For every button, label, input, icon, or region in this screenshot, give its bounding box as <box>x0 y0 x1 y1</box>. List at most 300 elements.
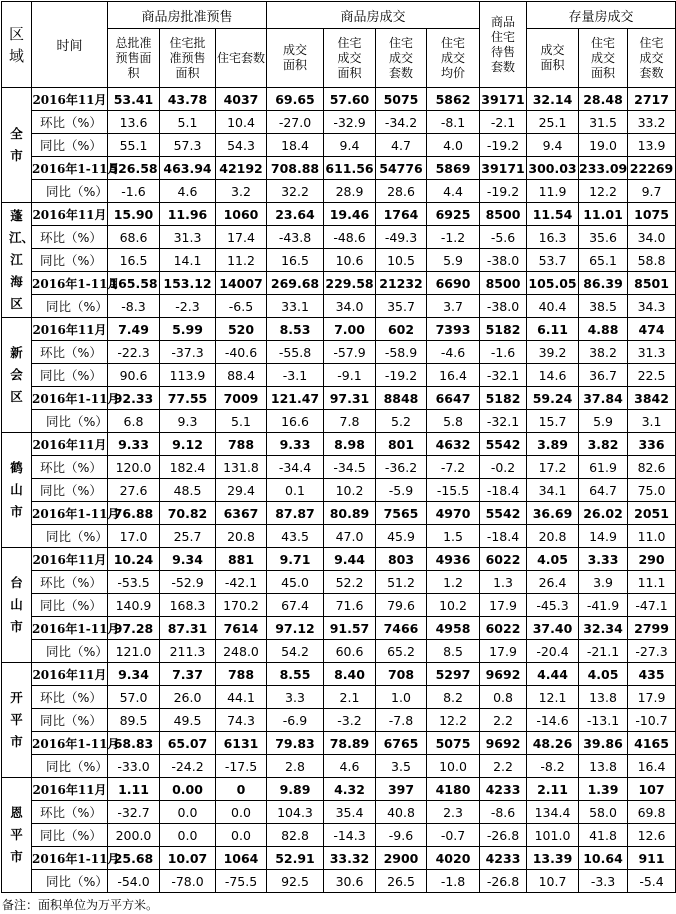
cell-value: 5182 <box>480 387 527 410</box>
cell-value: 14007 <box>216 272 267 295</box>
row-label: 环比（%） <box>32 226 108 249</box>
cell-value: 2799 <box>628 617 676 640</box>
cell-value: -21.1 <box>579 640 628 663</box>
cell-value: 26.0 <box>160 686 216 709</box>
cell-value: 8.2 <box>427 686 480 709</box>
cell-value: 49.5 <box>160 709 216 732</box>
cell-value: 5182 <box>480 318 527 341</box>
cell-value: 39.86 <box>579 732 628 755</box>
cell-value: 2.1 <box>324 686 376 709</box>
cell-value: 0.1 <box>267 479 324 502</box>
cell-value: 87.31 <box>160 617 216 640</box>
cell-value: 33.1 <box>267 295 324 318</box>
cell-value: 5862 <box>427 88 480 111</box>
cell-value: 54.2 <box>267 640 324 663</box>
table-row <box>2 295 676 318</box>
cell-value: 57.60 <box>324 88 376 111</box>
cell-value: 86.39 <box>579 272 628 295</box>
cell-value: 3842 <box>628 387 676 410</box>
row-label: 环比（%） <box>32 341 108 364</box>
cell-value: 26.02 <box>579 502 628 525</box>
cell-value: 6.11 <box>527 318 579 341</box>
cell-value: 13.8 <box>579 755 628 778</box>
cell-value: 75.0 <box>628 479 676 502</box>
cell-value: 12.2 <box>579 180 628 203</box>
table-row <box>2 732 676 755</box>
cell-value: 4037 <box>216 88 267 111</box>
cell-value: 82.6 <box>628 456 676 479</box>
cell-value: 55.1 <box>108 134 160 157</box>
cell-value: 336 <box>628 433 676 456</box>
cell-value: 59.24 <box>527 387 579 410</box>
row-label: 2016年11月 <box>32 548 108 571</box>
header-col: 成交面积 <box>527 29 579 88</box>
cell-value: 11.54 <box>527 203 579 226</box>
cell-value: -1.6 <box>108 180 160 203</box>
cell-value: 5869 <box>427 157 480 180</box>
table-row <box>2 433 676 456</box>
cell-value: 708 <box>376 663 427 686</box>
header-region: 区域 <box>2 2 32 88</box>
cell-value: 33.2 <box>628 111 676 134</box>
cell-value: 9.34 <box>108 663 160 686</box>
cell-value: 104.3 <box>267 801 324 824</box>
cell-value: 5.9 <box>579 410 628 433</box>
cell-value: 4.44 <box>527 663 579 686</box>
cell-value: 32.2 <box>267 180 324 203</box>
cell-value: 4.4 <box>427 180 480 203</box>
header-group-pending: 商品住宅待售套数 <box>480 2 527 88</box>
row-label: 2016年11月 <box>32 663 108 686</box>
cell-value: 8.53 <box>267 318 324 341</box>
cell-value: 52.2 <box>324 571 376 594</box>
row-label: 同比（%） <box>32 525 108 548</box>
cell-value: 881 <box>216 548 267 571</box>
row-label: 同比（%） <box>32 479 108 502</box>
cell-value: 8.98 <box>324 433 376 456</box>
row-label: 环比（%） <box>32 686 108 709</box>
cell-value: 4.05 <box>579 663 628 686</box>
cell-value: 0.0 <box>160 824 216 847</box>
cell-value: 11.1 <box>628 571 676 594</box>
table-row <box>2 249 676 272</box>
cell-value: 31.3 <box>628 341 676 364</box>
cell-value: -32.1 <box>480 410 527 433</box>
header-col: 住宅成交均价 <box>427 29 480 88</box>
table-row <box>2 755 676 778</box>
header-group-stock: 存量房成交 <box>527 2 676 29</box>
cell-value: 25.1 <box>527 111 579 134</box>
cell-value: 101.0 <box>527 824 579 847</box>
cell-value: 182.4 <box>160 456 216 479</box>
cell-value: 9.89 <box>267 778 324 801</box>
header-col: 住宅成交面积 <box>579 29 628 88</box>
cell-value: 290 <box>628 548 676 571</box>
header-col: 住宅成交套数 <box>376 29 427 88</box>
cell-value: 92.5 <box>267 870 324 893</box>
header-col: 住宅批准预售面积 <box>160 29 216 88</box>
cell-value: 134.4 <box>527 801 579 824</box>
cell-value: 6367 <box>216 502 267 525</box>
row-label: 2016年11月 <box>32 433 108 456</box>
cell-value: 78.89 <box>324 732 376 755</box>
cell-value: 9.12 <box>160 433 216 456</box>
cell-value: -19.2 <box>480 134 527 157</box>
cell-value: 1064 <box>216 847 267 870</box>
cell-value: 34.0 <box>628 226 676 249</box>
cell-value: 27.6 <box>108 479 160 502</box>
cell-value: -3.3 <box>579 870 628 893</box>
cell-value: 32.34 <box>579 617 628 640</box>
cell-value: 1060 <box>216 203 267 226</box>
cell-value: -1.8 <box>427 870 480 893</box>
cell-value: 15.7 <box>527 410 579 433</box>
cell-value: 36.69 <box>527 502 579 525</box>
row-label: 2016年1-11月 <box>32 157 108 180</box>
cell-value: -43.8 <box>267 226 324 249</box>
cell-value: 8.40 <box>324 663 376 686</box>
row-label: 环比（%） <box>32 801 108 824</box>
table-row <box>2 663 676 686</box>
cell-value: 7393 <box>427 318 480 341</box>
cell-value: 5542 <box>480 433 527 456</box>
cell-value: 31.3 <box>160 226 216 249</box>
cell-value: 9.4 <box>527 134 579 157</box>
cell-value: 5.1 <box>160 111 216 134</box>
cell-value: -8.1 <box>427 111 480 134</box>
header-col: 成交面积 <box>267 29 324 88</box>
cell-value: 10.6 <box>324 249 376 272</box>
cell-value: 5.9 <box>427 249 480 272</box>
cell-value: 17.0 <box>108 525 160 548</box>
cell-value: 35.6 <box>579 226 628 249</box>
cell-value: 2900 <box>376 847 427 870</box>
table-row <box>2 709 676 732</box>
cell-value: -47.1 <box>628 594 676 617</box>
table-row <box>2 134 676 157</box>
cell-value: 19.0 <box>579 134 628 157</box>
cell-value: 3.82 <box>579 433 628 456</box>
cell-value: 7.00 <box>324 318 376 341</box>
cell-value: 7.37 <box>160 663 216 686</box>
cell-value: -58.9 <box>376 341 427 364</box>
cell-value: 233.09 <box>579 157 628 180</box>
cell-value: 4233 <box>480 778 527 801</box>
cell-value: -15.5 <box>427 479 480 502</box>
cell-value: 25.7 <box>160 525 216 548</box>
cell-value: -5.9 <box>376 479 427 502</box>
cell-value: 28.6 <box>376 180 427 203</box>
cell-value: 31.5 <box>579 111 628 134</box>
cell-value: 5.1 <box>216 410 267 433</box>
cell-value: 4.05 <box>527 548 579 571</box>
cell-value: 10.7 <box>527 870 579 893</box>
cell-value: 11.01 <box>579 203 628 226</box>
cell-value: 526.58 <box>108 157 160 180</box>
row-label: 同比（%） <box>32 134 108 157</box>
cell-value: 4.32 <box>324 778 376 801</box>
header-col: 总批准预售面积 <box>108 29 160 88</box>
cell-value: 38.5 <box>579 295 628 318</box>
row-label: 2016年1-11月 <box>32 617 108 640</box>
cell-value: 10.0 <box>427 755 480 778</box>
table-row <box>2 824 676 847</box>
cell-value: -40.6 <box>216 341 267 364</box>
cell-value: 15.90 <box>108 203 160 226</box>
cell-value: 11.0 <box>628 525 676 548</box>
cell-value: -48.6 <box>324 226 376 249</box>
cell-value: -38.0 <box>480 295 527 318</box>
cell-value: 18.4 <box>267 134 324 157</box>
cell-value: 463.94 <box>160 157 216 180</box>
cell-value: -55.8 <box>267 341 324 364</box>
table-row <box>2 180 676 203</box>
table-row <box>2 157 676 180</box>
row-label: 2016年11月 <box>32 88 108 111</box>
row-label: 2016年1-11月 <box>32 387 108 410</box>
cell-value: 17.9 <box>480 594 527 617</box>
cell-value: 34.0 <box>324 295 376 318</box>
cell-value: -0.7 <box>427 824 480 847</box>
cell-value: 0.0 <box>160 801 216 824</box>
cell-value: 229.58 <box>324 272 376 295</box>
cell-value: 1075 <box>628 203 676 226</box>
cell-value: 10.64 <box>579 847 628 870</box>
cell-value: 121.47 <box>267 387 324 410</box>
cell-value: -26.8 <box>480 824 527 847</box>
cell-value: -34.2 <box>376 111 427 134</box>
table-row <box>2 801 676 824</box>
cell-value: 12.6 <box>628 824 676 847</box>
cell-value: 7466 <box>376 617 427 640</box>
cell-value: 2.2 <box>480 755 527 778</box>
table-row <box>2 847 676 870</box>
cell-value: 23.64 <box>267 203 324 226</box>
cell-value: 5297 <box>427 663 480 686</box>
cell-value: 3.1 <box>628 410 676 433</box>
cell-value: 97.31 <box>324 387 376 410</box>
cell-value: 22269 <box>628 157 676 180</box>
cell-value: 69.8 <box>628 801 676 824</box>
cell-value: 21232 <box>376 272 427 295</box>
cell-value: 34.3 <box>628 295 676 318</box>
row-label: 环比（%） <box>32 571 108 594</box>
cell-value: 153.12 <box>160 272 216 295</box>
row-label: 2016年11月 <box>32 203 108 226</box>
cell-value: 65.1 <box>579 249 628 272</box>
cell-value: -54.0 <box>108 870 160 893</box>
cell-value: 9.7 <box>628 180 676 203</box>
cell-value: -33.0 <box>108 755 160 778</box>
cell-value: 3.7 <box>427 295 480 318</box>
cell-value: 17.2 <box>527 456 579 479</box>
cell-value: 26.5 <box>376 870 427 893</box>
cell-value: 788 <box>216 433 267 456</box>
table-row <box>2 387 676 410</box>
cell-value: -19.2 <box>480 180 527 203</box>
cell-value: 5.8 <box>427 410 480 433</box>
cell-value: -52.9 <box>160 571 216 594</box>
cell-value: -24.2 <box>160 755 216 778</box>
cell-value: 16.4 <box>427 364 480 387</box>
row-label: 同比（%） <box>32 594 108 617</box>
cell-value: 79.83 <box>267 732 324 755</box>
header-group-sales: 商品房成交 <box>267 2 480 29</box>
cell-value: 13.39 <box>527 847 579 870</box>
cell-value: 9692 <box>480 732 527 755</box>
cell-value: 33.32 <box>324 847 376 870</box>
cell-value: 8501 <box>628 272 676 295</box>
cell-value: -41.9 <box>579 594 628 617</box>
table-row <box>2 594 676 617</box>
cell-value: 10.2 <box>427 594 480 617</box>
cell-value: -9.6 <box>376 824 427 847</box>
cell-value: 71.6 <box>324 594 376 617</box>
table-row <box>2 410 676 433</box>
cell-value: -5.4 <box>628 870 676 893</box>
cell-value: 4936 <box>427 548 480 571</box>
cell-value: 53.7 <box>527 249 579 272</box>
cell-value: 39171 <box>480 88 527 111</box>
cell-value: -8.6 <box>480 801 527 824</box>
cell-value: -3.1 <box>267 364 324 387</box>
cell-value: 43.78 <box>160 88 216 111</box>
cell-value: 6022 <box>480 548 527 571</box>
row-label: 环比（%） <box>32 111 108 134</box>
cell-value: -27.0 <box>267 111 324 134</box>
cell-value: 4632 <box>427 433 480 456</box>
cell-value: -57.9 <box>324 341 376 364</box>
cell-value: 92.33 <box>108 387 160 410</box>
cell-value: 803 <box>376 548 427 571</box>
cell-value: 6690 <box>427 272 480 295</box>
cell-value: 38.2 <box>579 341 628 364</box>
cell-value: 17.9 <box>628 686 676 709</box>
cell-value: -45.3 <box>527 594 579 617</box>
cell-value: 0 <box>216 778 267 801</box>
region-name: 开平市 <box>2 663 32 778</box>
cell-value: -1.2 <box>427 226 480 249</box>
cell-value: 69.65 <box>267 88 324 111</box>
cell-value: 300.03 <box>527 157 579 180</box>
cell-value: 1.11 <box>108 778 160 801</box>
cell-value: 1.3 <box>480 571 527 594</box>
row-label: 2016年11月 <box>32 778 108 801</box>
cell-value: 14.9 <box>579 525 628 548</box>
cell-value: 45.0 <box>267 571 324 594</box>
cell-value: 474 <box>628 318 676 341</box>
row-label: 同比（%） <box>32 180 108 203</box>
footnote: 备注：面积单位为万平方米。 <box>2 898 159 912</box>
row-label: 同比（%） <box>32 249 108 272</box>
cell-value: 9.34 <box>160 548 216 571</box>
cell-value: 22.5 <box>628 364 676 387</box>
cell-value: 0.0 <box>216 801 267 824</box>
cell-value: 67.4 <box>267 594 324 617</box>
cell-value: 11.2 <box>216 249 267 272</box>
cell-value: 37.84 <box>579 387 628 410</box>
cell-value: 13.8 <box>579 686 628 709</box>
cell-value: 58.8 <box>628 249 676 272</box>
row-label: 环比（%） <box>32 456 108 479</box>
cell-value: 5542 <box>480 502 527 525</box>
cell-value: 65.07 <box>160 732 216 755</box>
cell-value: 269.68 <box>267 272 324 295</box>
cell-value: -13.1 <box>579 709 628 732</box>
cell-value: 79.6 <box>376 594 427 617</box>
cell-value: 6022 <box>480 617 527 640</box>
header-col: 住宅套数 <box>216 29 267 88</box>
cell-value: 520 <box>216 318 267 341</box>
cell-value: 97.28 <box>108 617 160 640</box>
cell-value: 42192 <box>216 157 267 180</box>
cell-value: 39.2 <box>527 341 579 364</box>
cell-value: 77.55 <box>160 387 216 410</box>
cell-value: 17.4 <box>216 226 267 249</box>
cell-value: 87.87 <box>267 502 324 525</box>
cell-value: 30.6 <box>324 870 376 893</box>
cell-value: 4020 <box>427 847 480 870</box>
cell-value: 64.7 <box>579 479 628 502</box>
cell-value: 602 <box>376 318 427 341</box>
cell-value: 7614 <box>216 617 267 640</box>
cell-value: 5075 <box>427 732 480 755</box>
cell-value: 105.05 <box>527 272 579 295</box>
cell-value: 911 <box>628 847 676 870</box>
table-row <box>2 226 676 249</box>
cell-value: -8.3 <box>108 295 160 318</box>
cell-value: 16.4 <box>628 755 676 778</box>
cell-value: 57.0 <box>108 686 160 709</box>
cell-value: -34.4 <box>267 456 324 479</box>
row-label: 同比（%） <box>32 364 108 387</box>
cell-value: -0.2 <box>480 456 527 479</box>
cell-value: 20.8 <box>216 525 267 548</box>
cell-value: 51.2 <box>376 571 427 594</box>
row-label: 2016年11月 <box>32 318 108 341</box>
cell-value: 29.4 <box>216 479 267 502</box>
table-row <box>2 203 676 226</box>
cell-value: 4.0 <box>427 134 480 157</box>
cell-value: 788 <box>216 663 267 686</box>
table-row <box>2 617 676 640</box>
cell-value: 45.9 <box>376 525 427 548</box>
cell-value: 68.6 <box>108 226 160 249</box>
cell-value: 6.8 <box>108 410 160 433</box>
cell-value: 4.6 <box>160 180 216 203</box>
cell-value: 25.68 <box>108 847 160 870</box>
cell-value: 82.8 <box>267 824 324 847</box>
cell-value: 140.9 <box>108 594 160 617</box>
cell-value: 11.96 <box>160 203 216 226</box>
row-label: 同比（%） <box>32 709 108 732</box>
cell-value: -38.0 <box>480 249 527 272</box>
cell-value: 3.5 <box>376 755 427 778</box>
cell-value: -26.8 <box>480 870 527 893</box>
cell-value: -1.6 <box>480 341 527 364</box>
cell-value: 113.9 <box>160 364 216 387</box>
cell-value: 4165 <box>628 732 676 755</box>
region-name: 全市 <box>2 88 32 203</box>
cell-value: 2717 <box>628 88 676 111</box>
row-label: 同比（%） <box>32 824 108 847</box>
cell-value: 97.12 <box>267 617 324 640</box>
cell-value: 19.46 <box>324 203 376 226</box>
table-row <box>2 525 676 548</box>
cell-value: -18.4 <box>480 479 527 502</box>
row-label: 2016年1-11月 <box>32 732 108 755</box>
cell-value: 8848 <box>376 387 427 410</box>
